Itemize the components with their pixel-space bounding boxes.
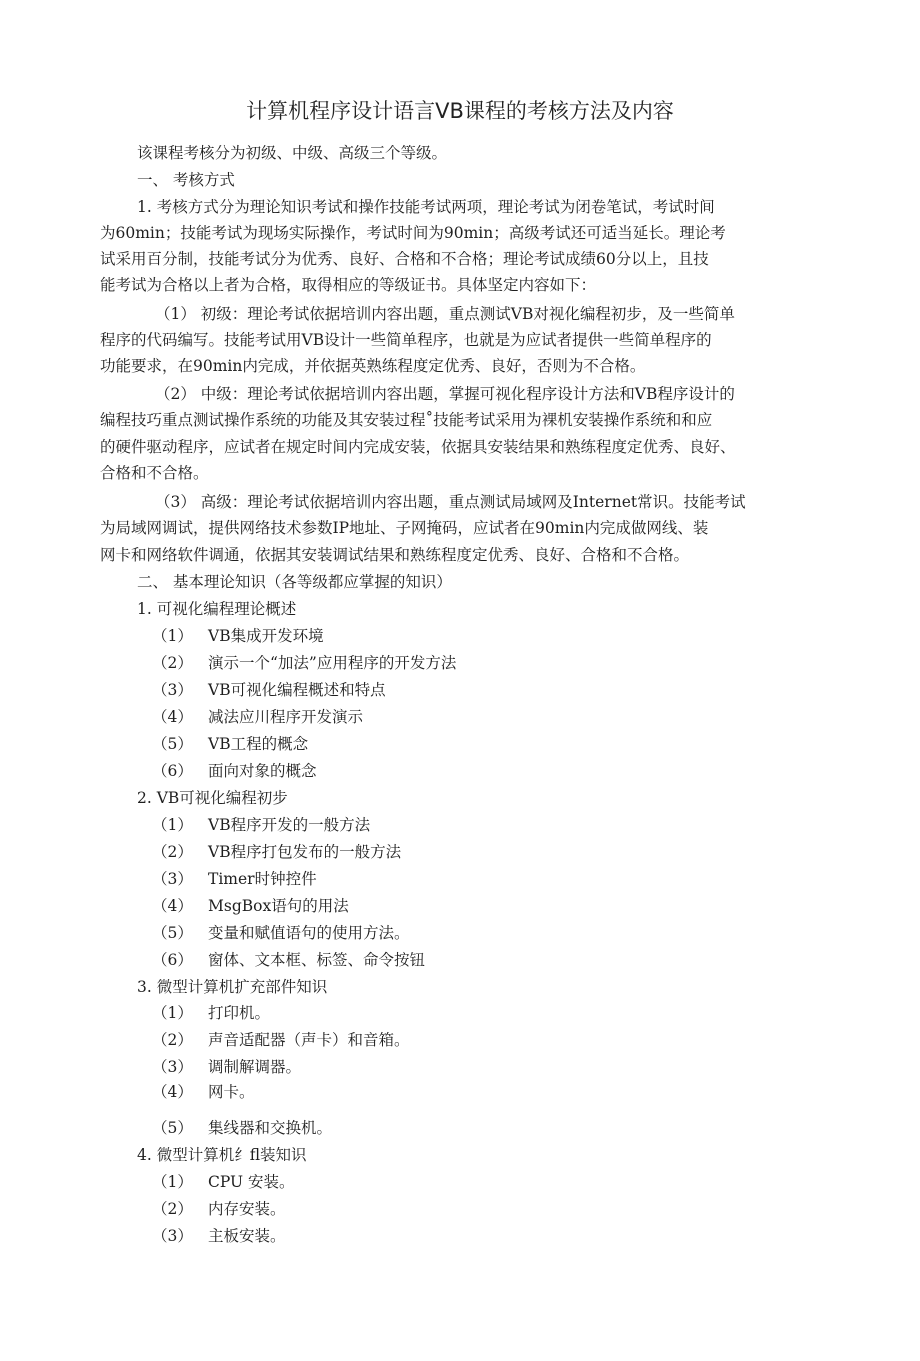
item-text: VB可视化编程概述和特点 [208, 681, 386, 699]
list-item [152, 1082, 255, 1102]
item-text: 调制解调器。 [208, 1058, 302, 1076]
item-text: Timer时钟控件 [208, 870, 317, 888]
list-item [152, 1118, 332, 1138]
item-number: （4） [152, 708, 193, 726]
list-item [152, 707, 363, 727]
group-title: 3. 微型计算机扩充部件知识 [137, 978, 328, 996]
item-number: （5） [152, 1119, 193, 1137]
list-item [152, 761, 317, 781]
list-item [152, 1226, 286, 1246]
list-item [152, 734, 308, 754]
item-number: （2） [152, 1200, 193, 1218]
item-number: （6） [152, 762, 193, 780]
item-text: 减法应川程序开发演示 [208, 708, 364, 726]
list-item [152, 950, 425, 970]
item-text: VB工程的概念 [208, 735, 309, 753]
list-item [152, 869, 317, 889]
level-primary-line: 程序的代码编写。技能考试用VB设计一些简单程序，也就是为应试者提供一些简单程序的 [100, 331, 712, 349]
item-number: （4） [152, 897, 193, 915]
item-text: 窗体、文本框、标签、命令按钮 [208, 951, 426, 969]
list-item [152, 1030, 410, 1050]
item-number: （1） [152, 1004, 193, 1022]
list-item [152, 1003, 270, 1023]
item-text: 集线器和交换机。 [208, 1119, 333, 1137]
item-number: （2） [152, 654, 193, 672]
list-item [152, 626, 324, 646]
item-text: 变量和赋值语句的使用方法。 [208, 924, 410, 942]
level-primary-line: 功能要求，在90min内完成，并依据英熟练程度定优秀、良好，否则为不合格。 [100, 357, 646, 375]
item-text: VB集成开发环境 [208, 627, 324, 645]
item-number: （5） [152, 735, 193, 753]
item-number: （2） [152, 843, 193, 861]
paragraph-line: 1. 考核方式分为理论知识考试和操作技能考试两项，理论考试为闭卷笔试，考试时间 [137, 198, 715, 216]
item-text: 声音适配器（声卡）和音箱。 [208, 1031, 410, 1049]
document-title: 计算机程序设计语言VB课程的考核方法及内容 [246, 99, 674, 123]
group-title: 2. VB可视化编程初步 [137, 789, 288, 807]
list-item [152, 1057, 301, 1077]
group-title: 4. 微型计算机纟fl装知识 [137, 1146, 307, 1164]
item-number: （6） [152, 951, 193, 969]
intro-text: 该课程考核分为初级、中级、高级三个等级。 [137, 144, 448, 162]
item-number: （1） [152, 816, 193, 834]
item-number: （2） [152, 1031, 193, 1049]
paragraph-line: 试采用百分制，技能考试分为优秀、良好、合格和不合格；理论考试成绩60分以上，且技 [100, 250, 709, 268]
list-item [152, 653, 456, 673]
item-text: 面向对象的概念 [208, 762, 317, 780]
list-item [152, 815, 370, 835]
list-item [152, 1199, 286, 1219]
paragraph-line: 为60min；技能考试为现场实际操作，考试时间为90min；高级考试还可适当延长。理论考 [100, 224, 726, 242]
list-item [152, 1172, 295, 1192]
level-advanced-line: （3） 高级：理论考试依据培训内容出题，重点测试局域网及Internet常识。技能考试 [155, 493, 746, 511]
level-primary-line: （1） 初级：理论考试依据培训内容出题，重点测试VB对视化编程初步，及一些简单 [155, 305, 735, 323]
item-number: （5） [152, 924, 193, 942]
item-text: 打印机。 [208, 1004, 271, 1022]
list-item [152, 896, 349, 916]
list-item [152, 842, 401, 862]
level-intermediate-line: 合格和不合格。 [100, 464, 209, 482]
list-item [152, 923, 410, 943]
group-title: 1. 可视化编程理论概述 [137, 600, 297, 618]
item-text: 演示一个“加法”应用程序的开发方法 [208, 654, 457, 672]
item-number: （1） [152, 1173, 193, 1191]
item-number: （3） [152, 1058, 193, 1076]
item-number: （3） [152, 870, 193, 888]
item-number: （4） [152, 1083, 193, 1101]
item-text: VB程序打包发布的一般方法 [208, 843, 402, 861]
item-text: MsgBox语句的用法 [208, 897, 349, 915]
level-advanced-line: 网卡和网络软件调通，依据其安装调试结果和熟练程度定优秀、良好、合格和不合格。 [100, 546, 690, 564]
item-text: 主板安装。 [208, 1227, 286, 1245]
section2-heading: 二、 基本理论知识（各等级都应掌握的知识） [137, 573, 452, 591]
item-number: （1） [152, 627, 193, 645]
level-intermediate-line: （2） 中级：理论考试依据培训内容出题，掌握可视化程序设计方法和VB程序设计的 [155, 385, 735, 403]
item-text: 网卡。 [208, 1083, 255, 1101]
level-intermediate-line: 的硬件驱动程序，应试者在规定时间内完成安装，依据具安装结果和熟练程度定优秀、良好、 [100, 438, 736, 456]
list-item [152, 680, 386, 700]
item-number: （3） [152, 681, 193, 699]
section1-heading: 一、 考核方式 [137, 171, 235, 189]
level-advanced-line: 为局域网调试，提供网络技术参数IP地址、子网掩码，应试者在90min内完成做网线、装 [100, 519, 709, 537]
item-text: 内存安装。 [208, 1200, 286, 1218]
item-text: VB程序开发的一般方法 [208, 816, 371, 834]
level-intermediate-line: 编程技巧重点测试操作系统的功能及其安装过程˚技能考试采用为裸机安装操作系统和和应 [100, 411, 713, 429]
item-number: （3） [152, 1227, 193, 1245]
paragraph-line: 能考试为合格以上者为合格，取得相应的等级证书。具体坚定内容如下： [100, 276, 597, 294]
item-text: CPU 安装。 [208, 1173, 295, 1191]
